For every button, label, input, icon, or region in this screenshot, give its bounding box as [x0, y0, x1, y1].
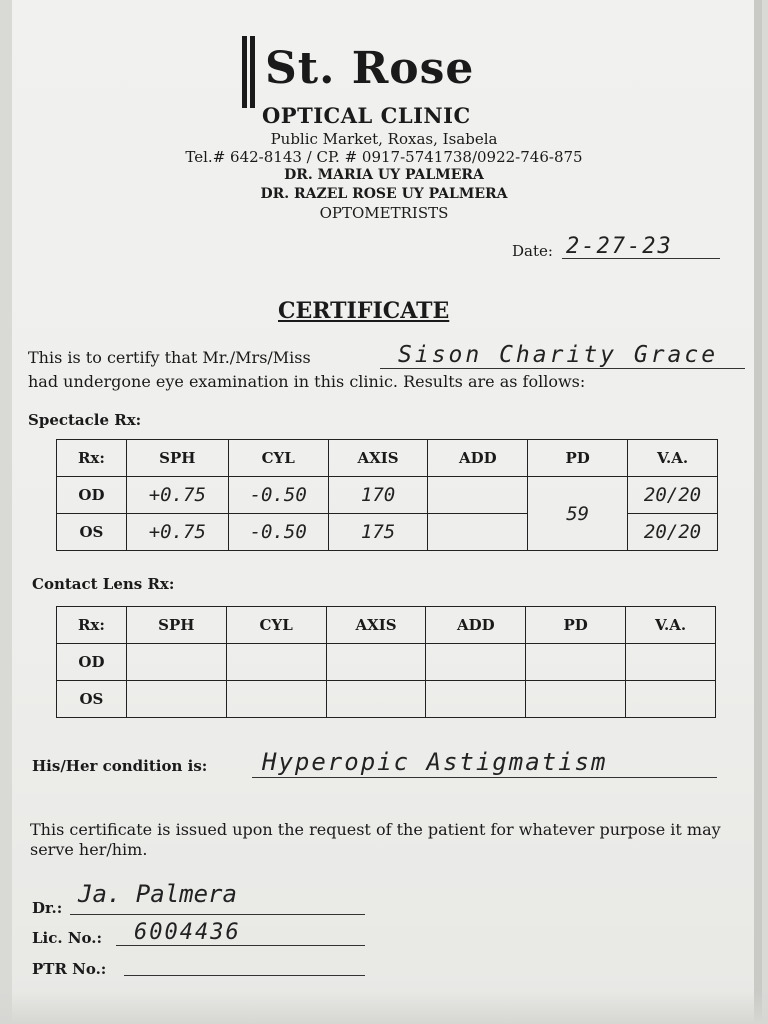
header-rx: Rx: — [57, 440, 127, 477]
od-cyl: -0.50 — [228, 477, 328, 514]
cl-os-va — [626, 681, 716, 718]
cl-os-sph — [126, 681, 226, 718]
table-row-os — [57, 681, 716, 718]
header-sph: SPH — [126, 440, 228, 477]
clinic-logo-name: St. Rose — [265, 43, 475, 94]
cl-od-pd — [526, 644, 626, 681]
certificate-heading: CERTIFICATE — [278, 298, 450, 324]
clinic-title: OPTOMETRISTS — [319, 204, 449, 222]
logo-bars-icon — [242, 36, 258, 108]
contact-lens-rx-label: Contact Lens Rx: — [32, 575, 175, 593]
header-pd: PD — [526, 607, 626, 644]
date-label: Date: — [512, 242, 553, 260]
header-axis: AXIS — [326, 607, 426, 644]
paper-shadow — [0, 990, 768, 1024]
contact-lens-rx-table — [56, 606, 716, 718]
doctor-name-1: DR. MARIA UY PALMERA — [284, 167, 484, 183]
table-row-od — [57, 477, 718, 514]
table-row-od — [57, 644, 716, 681]
pd-value: 59 — [528, 477, 628, 551]
row-label-os: OS — [57, 681, 127, 718]
header-axis: AXIS — [328, 440, 428, 477]
cl-os-cyl — [226, 681, 326, 718]
doctor-signature-line — [70, 914, 365, 915]
od-axis: 170 — [328, 477, 428, 514]
header-rx: Rx: — [57, 607, 127, 644]
spectacle-rx-table — [56, 439, 718, 551]
cl-od-cyl — [226, 644, 326, 681]
condition-line — [252, 777, 717, 778]
cl-os-axis — [326, 681, 426, 718]
row-label-od: OD — [57, 477, 127, 514]
name-line — [380, 368, 745, 369]
clinic-address: Public Market, Roxas, Isabela — [270, 130, 498, 148]
clinic-phones: Tel.# 642-8143 / CP. # 0917-5741738/0922-746-875 — [185, 148, 583, 166]
ptr-line — [124, 975, 365, 976]
od-sph: +0.75 — [126, 477, 228, 514]
ptr-label: PTR No.: — [32, 960, 107, 978]
closing-statement: This certificate is issued upon the request of the patient for whatever purpose it may serve her/him. — [30, 820, 721, 859]
header-cyl: CYL — [226, 607, 326, 644]
row-label-os: OS — [57, 514, 127, 551]
license-line — [116, 945, 365, 946]
os-cyl: -0.50 — [228, 514, 328, 551]
os-sph: +0.75 — [126, 514, 228, 551]
license-value: 6004436 — [134, 920, 241, 945]
table-header-row — [57, 440, 718, 477]
condition-label: His/Her condition is: — [32, 757, 208, 775]
cl-od-add — [426, 644, 526, 681]
header-va: V.A. — [628, 440, 718, 477]
od-va: 20/20 — [628, 477, 718, 514]
header-add: ADD — [428, 440, 528, 477]
cl-od-axis — [326, 644, 426, 681]
certificate-intro-2: had undergone eye examination in this clinic. Results are as follows: — [28, 372, 586, 391]
date-value: 2-27-23 — [566, 234, 673, 259]
header-va: V.A. — [626, 607, 716, 644]
condition-value: Hyperopic Astigmatism — [262, 748, 608, 776]
license-label: Lic. No.: — [32, 929, 103, 947]
header-pd: PD — [528, 440, 628, 477]
cl-od-va — [626, 644, 716, 681]
cl-os-pd — [526, 681, 626, 718]
patient-name: Sison Charity Grace — [398, 342, 719, 368]
os-axis: 175 — [328, 514, 428, 551]
doctor-signature: Ja. Palmera — [78, 880, 237, 908]
spectacle-rx-label: Spectacle Rx: — [28, 411, 142, 429]
certificate-intro: This is to certify that Mr./Mrs/Miss — [28, 348, 311, 367]
row-label-od: OD — [57, 644, 127, 681]
doctor-name-2: DR. RAZEL ROSE UY PALMERA — [260, 186, 508, 202]
cl-os-add — [426, 681, 526, 718]
header-cyl: CYL — [228, 440, 328, 477]
clinic-logo-subtitle: OPTICAL CLINIC — [262, 103, 471, 128]
table-header-row — [57, 607, 716, 644]
os-add — [428, 514, 528, 551]
doctor-label: Dr.: — [32, 899, 63, 917]
header-add: ADD — [426, 607, 526, 644]
os-va: 20/20 — [628, 514, 718, 551]
od-add — [428, 477, 528, 514]
header-sph: SPH — [126, 607, 226, 644]
cl-od-sph — [126, 644, 226, 681]
